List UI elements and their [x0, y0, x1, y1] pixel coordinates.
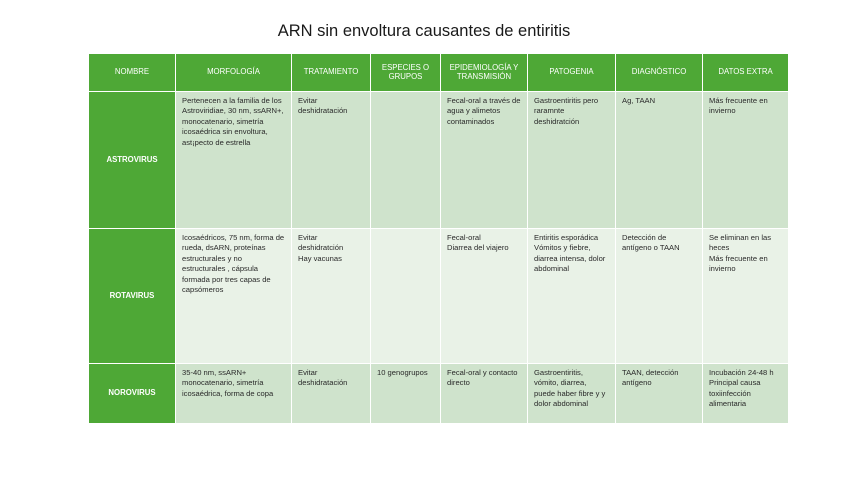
cell-nombre: NOROVIRUS [89, 364, 176, 424]
cell-nombre: ROTAVIRUS [89, 229, 176, 364]
cell-datos-extra: Se eliminan en las heces Más frecuente en invierno [703, 229, 789, 364]
header-morfologia: MORFOLOGÍA [176, 54, 292, 92]
cell-patogenia: Gastroentiritis pero raramnte deshidratción [528, 92, 616, 229]
cell-tratamiento: Evitar deshidratción Hay vacunas [292, 229, 371, 364]
cell-diagnostico: Ag, TAAN [616, 92, 703, 229]
header-datos-extra: DATOS EXTRA [703, 54, 789, 92]
viruses-table [88, 53, 789, 424]
cell-especies [371, 92, 441, 229]
cell-tratamiento: Evitar deshidratación [292, 92, 371, 229]
header-tratamiento: TRATAMIENTO [292, 54, 371, 92]
cell-diagnostico: TAAN, detección antígeno [616, 364, 703, 424]
cell-epidemiologia: Fecal-oral Diarrea del viajero [441, 229, 528, 364]
cell-patogenia: Entiritis esporádica Vómitos y fiebre, diarrea intensa, dolor abdominal [528, 229, 616, 364]
cell-tratamiento: Evitar deshidratación [292, 364, 371, 424]
cell-especies: 10 genogrupos [371, 364, 441, 424]
cell-datos-extra: Más frecuente en invierno [703, 92, 789, 229]
header-especies: ESPECIES O GRUPOS [371, 54, 441, 92]
table-row [89, 92, 789, 229]
cell-morfologia: Pertenecen a la familia de los Astroviridiae, 30 nm, ssARN+, monocatenario, simetría icosaédrica sin envoltura, ast¡pecto de estrella [176, 92, 292, 229]
header-epidemiologia: EPIDEMIOLOGÍA Y TRANSMISIÓN [441, 54, 528, 92]
cell-morfologia: Icosaédricos, 75 nm, forma de rueda, dsARN, proteínas estructurales y no estructurales , cápsula formada por tres capas de capsómeros [176, 229, 292, 364]
cell-especies [371, 229, 441, 364]
header-patogenia: PATOGENIA [528, 54, 616, 92]
cell-diagnostico: Detección de antígeno o TAAN [616, 229, 703, 364]
header-nombre: NOMBRE [89, 54, 176, 92]
header-row [89, 54, 789, 92]
cell-patogenia: Gastroentiritis, vómito, diarrea, puede haber fibre y y dolor abdominal [528, 364, 616, 424]
header-diagnostico: DIAGNÓSTICO [616, 54, 703, 92]
table-row [89, 229, 789, 364]
table-row [89, 364, 789, 424]
cell-datos-extra: Incubación 24-48 h Principal causa toxiinfección alimentaria [703, 364, 789, 424]
cell-epidemiologia: Fecal-oral a través de agua y alimetos contaminados [441, 92, 528, 229]
cell-morfologia: 35-40 nm, ssARN+ monocatenario, simetría icosaédrica, forma de copa [176, 364, 292, 424]
slide-title: ARN sin envoltura causantes de entiritis [277, 22, 571, 40]
cell-nombre: ASTROVIRUS [89, 92, 176, 229]
cell-epidemiologia: Fecal-oral y contacto directo [441, 364, 528, 424]
